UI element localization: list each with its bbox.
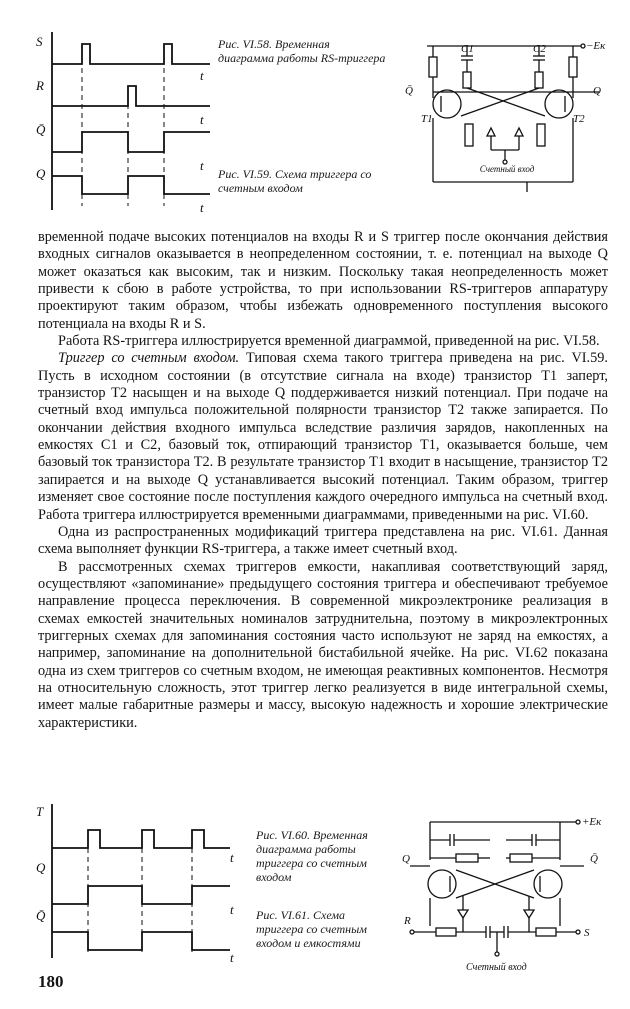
lead-phrase: Триггер со счетным входом. bbox=[58, 350, 240, 367]
fig-vi58-timing-diagram bbox=[30, 30, 220, 220]
label-t: t bbox=[200, 158, 204, 173]
paragraph: Работа RS-триггера иллюстрируется временной диаграммой, приведенной на рис. VI.58. bbox=[58, 333, 600, 350]
label-t: t bbox=[200, 112, 204, 127]
paragraph: Одна из распространенных модификаций триггера представлена на рис. VI.61. Данная схема выполняет функции RS-триггера, а также имеет счетный вход. bbox=[38, 523, 608, 558]
label-qbar: Q̄ bbox=[590, 853, 598, 865]
label-r: R bbox=[404, 915, 411, 927]
label-t1: T1 bbox=[421, 113, 433, 125]
label-q: Q bbox=[36, 166, 46, 181]
fig-vi61-circuit bbox=[400, 810, 622, 985]
label-q: Q bbox=[36, 860, 46, 875]
paragraph: Пусть в исходном состоянии (в отсутствие сигнала на входе) транзистор T1 заперт, транзистор T2 насыщен и на выходе Q поддерживается низкий потенциал. При подаче на счетный вход импульса положительной полярности транзистор T2 также запирается. По окончании действия входного импульса вследствие различия зарядов, накопленных на емкостях C1 и C2, базовый ток, отпирающий транзистор T1, оказывается больше, чем базовый ток транзистора T2. В результате транзистор T1 входит в насыщение, транзистор T2 запирается и на выходе Q устанавливается высокий потенциал. Таким образом, триггер изменяет свое состояние после поступления каждого очередного импульса на счетный вход. Работа триггера иллюстрируется временными диаграммами, приведенными на рис. VI.60. bbox=[38, 367, 608, 523]
fig-vi60-timing-diagram bbox=[30, 800, 245, 965]
label-r: R bbox=[36, 78, 44, 93]
paragraph: временной подаче высоких потенциалов на входы R и S триггер после окончания действия входных сигналов оказывается в неопределенном состоянии, т. е. потенциал на выходе Q может оказаться как высоким, так и низким. Поскольку такая неопределенность может привести к сбою в работе устройства, то при использовании RS-триггеров аппаратуру проектируют таким образом, чтобы избежать одновременного поступления высокого потенциала на входы R и S. bbox=[38, 229, 608, 332]
label-q: Q bbox=[402, 853, 410, 865]
label-t-input: T bbox=[36, 804, 44, 819]
label-t: t bbox=[200, 200, 204, 215]
caption-vi58: Рис. VI.58. Временная диаграмма работы RS-триггера bbox=[218, 37, 386, 65]
body-text bbox=[38, 229, 608, 732]
label-t: t bbox=[230, 950, 234, 965]
label-q: Q bbox=[593, 85, 601, 97]
label-qbar: Q̄ bbox=[36, 122, 46, 137]
label-qbar: Q̄ bbox=[36, 908, 46, 923]
label-t2: T2 bbox=[573, 113, 585, 125]
fig-vi59-circuit bbox=[405, 32, 620, 197]
label-t: t bbox=[230, 850, 234, 865]
label-s: S bbox=[36, 34, 43, 49]
paragraph: В рассмотренных схемах триггеров емкости, накапливая соответствующий заряд, осуществляют «запоминание» предыдущего состояния триггера и обеспечивают требуемое направление процесса переключения. В современной микроэлектронике реализация в схемах емкостей значительных номиналов затруднительна, поэтому в микроэлектронных триггерных схемах для запоминания состояния часто используют не заряд на емкостях, а например, запоминание на дополнительной бистабильной ячейке. На рис. VI.62 показана одна из схем триггеров со счетным входом, не имеющая реактивных компонентов. Несмотря на относительную сложность, этот триггер легко реализуется в виде интегральной схемы, имеет малые габаритные размеры и массу, высокую надежность и хорошие электрические характеристики. bbox=[38, 558, 608, 731]
label-count-input: Счетный вход bbox=[466, 962, 527, 973]
label-supply: −Eк bbox=[586, 40, 606, 52]
label-t: t bbox=[200, 68, 204, 83]
paragraph-lead bbox=[38, 350, 608, 523]
label-count-input: Счетный вход bbox=[479, 164, 535, 174]
label-c1: C1 bbox=[461, 43, 474, 55]
label-qbar: Q̄ bbox=[405, 85, 413, 97]
page-number: 180 bbox=[38, 972, 64, 991]
caption-vi61: Рис. VI.61. Схема триггера со счетным входом и емкостями bbox=[256, 908, 367, 950]
caption-vi60: Рис. VI.60. Временная диаграмма работы триггера со счетным входом bbox=[256, 828, 368, 884]
label-c2: C2 bbox=[533, 43, 546, 55]
label-supply: +Eк bbox=[582, 816, 602, 828]
label-t: t bbox=[230, 902, 234, 917]
lead-rest: Типовая схема такого триггера приведена на рис. VI.59. bbox=[245, 350, 609, 367]
caption-vi59: Рис. VI.59. Схема триггера со счетным входом bbox=[218, 167, 372, 195]
label-s: S bbox=[584, 927, 590, 939]
